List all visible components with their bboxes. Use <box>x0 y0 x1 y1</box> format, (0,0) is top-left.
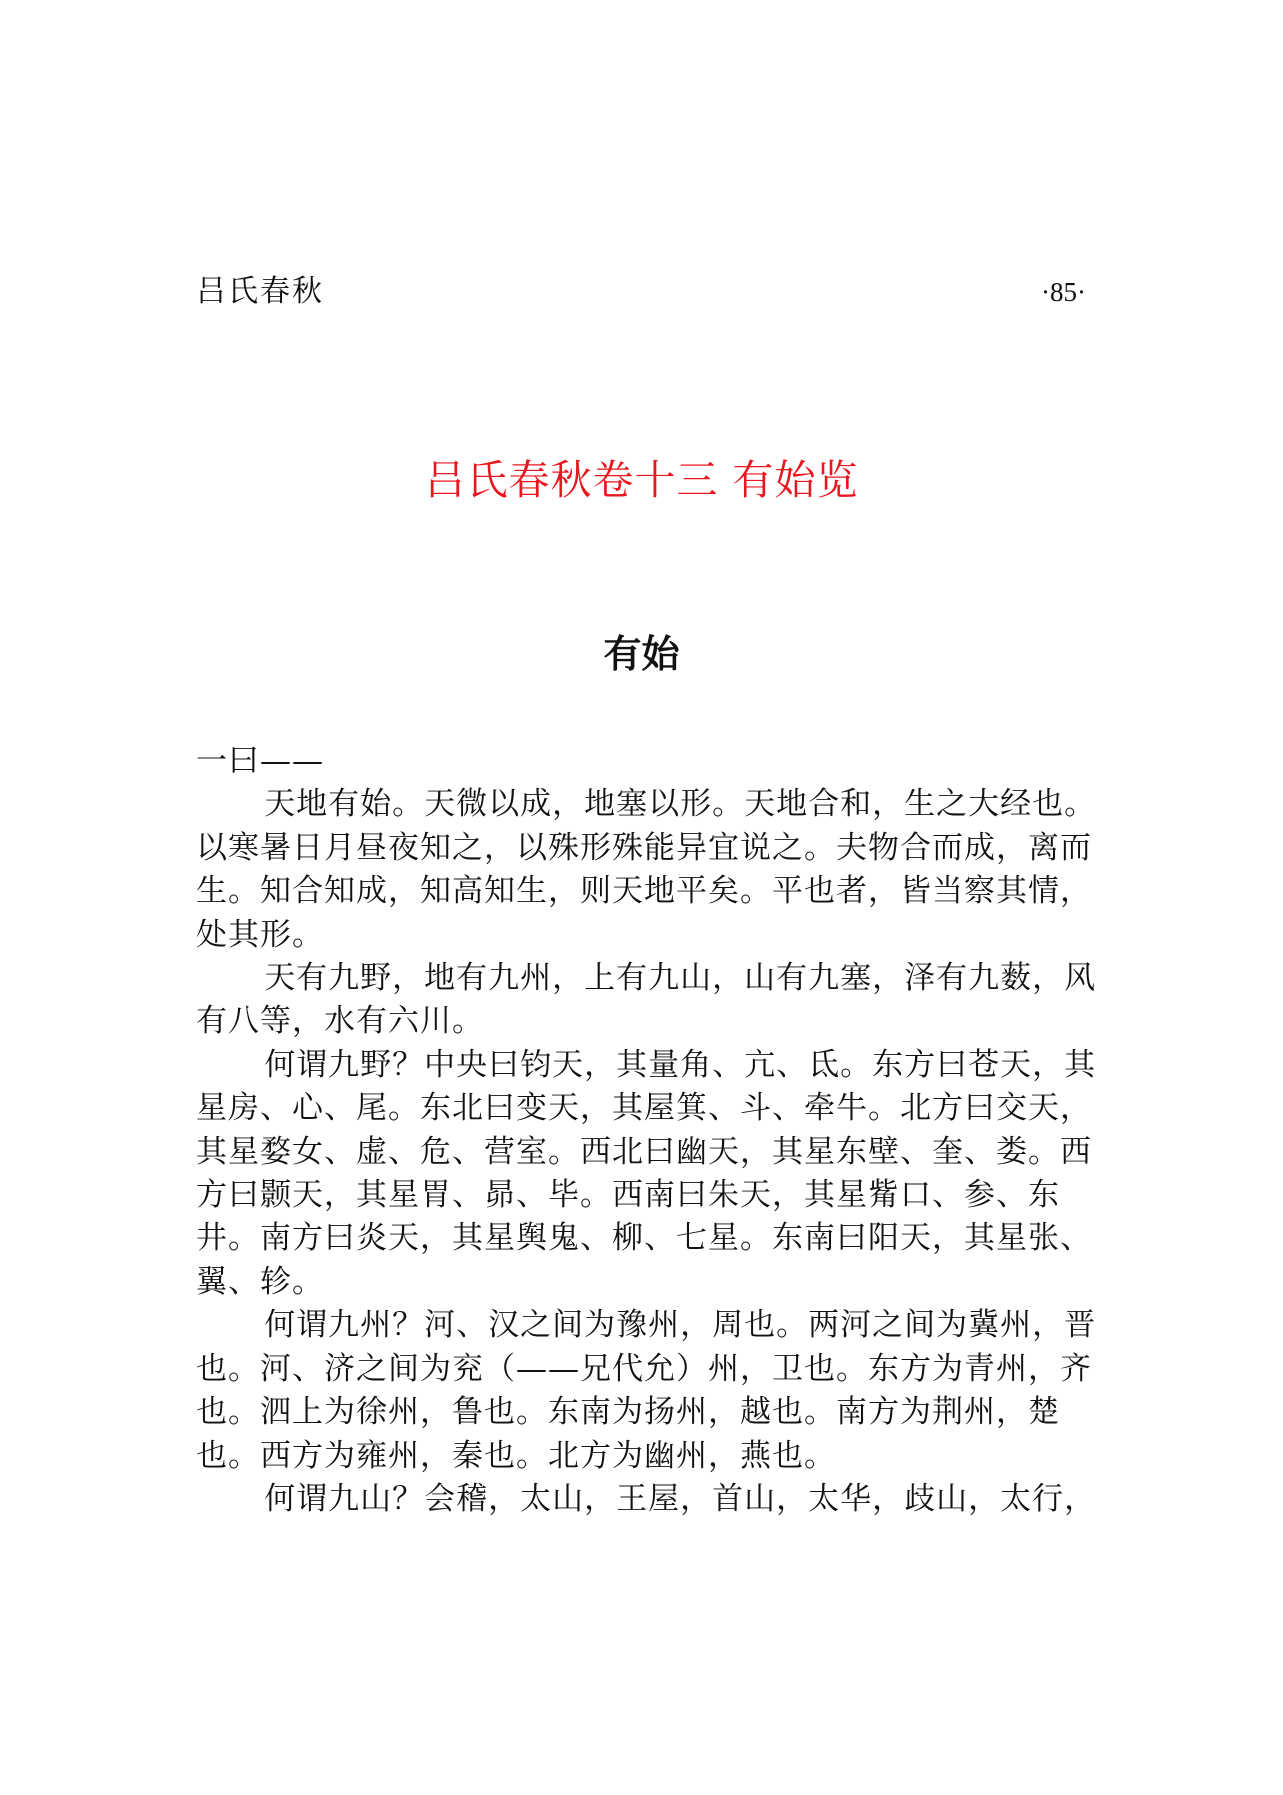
running-header <box>196 270 1086 314</box>
page-number: ·85· <box>1041 277 1086 307</box>
book-name: 吕氏春秋 <box>196 274 324 309</box>
body-text <box>196 740 1106 1521</box>
paragraph: 何谓九州？河、汉之间为豫州，周也。两河之间为冀州，晋也。河、济之间为兖（——兄代允）州，卫也。东方为青州，齐也。泗上为徐州，鲁也。东南为扬州，越也。南方为荆州，楚也。西方为雍州，秦也。北方为幽州，燕也。 <box>196 1307 1097 1474</box>
section-opening-label: 一曰—— <box>196 743 324 779</box>
section-title: 有始 <box>603 632 680 676</box>
paragraph: 天有九野，地有九州，上有九山，山有九塞，泽有九薮，风有八等，水有六川。 <box>196 960 1097 1040</box>
paragraph: 天地有始。天微以成，地塞以形。天地合和，生之大经也。以寒暑日月昼夜知之，以殊形殊能异宜说之。夫物合而成，离而生。知合知成，知高知生，则天地平矣。平也者，皆当察其情，处其形。 <box>196 786 1097 953</box>
paragraph: 何谓九山？会稽，太山，王屋，首山，太华，歧山，太行， <box>264 1480 1097 1517</box>
paragraph: 何谓九野？中央曰钧天，其量角、亢、氐。东方曰苍天，其星房、心、尾。东北曰变天，其屋箕、斗、牵牛。北方曰交天，其星婺女、虚、危、营室。西北曰幽天，其星东壁、奎、娄。西方曰颢天，其星胃、昴、毕。西南曰朱天，其星觜口、参、东井。南方曰炎天，其星舆鬼、柳、七星。东南曰阳天，其星张、翼、轸。 <box>196 1046 1097 1300</box>
chapter-title: 吕氏春秋卷十三 有始览 <box>424 456 859 504</box>
